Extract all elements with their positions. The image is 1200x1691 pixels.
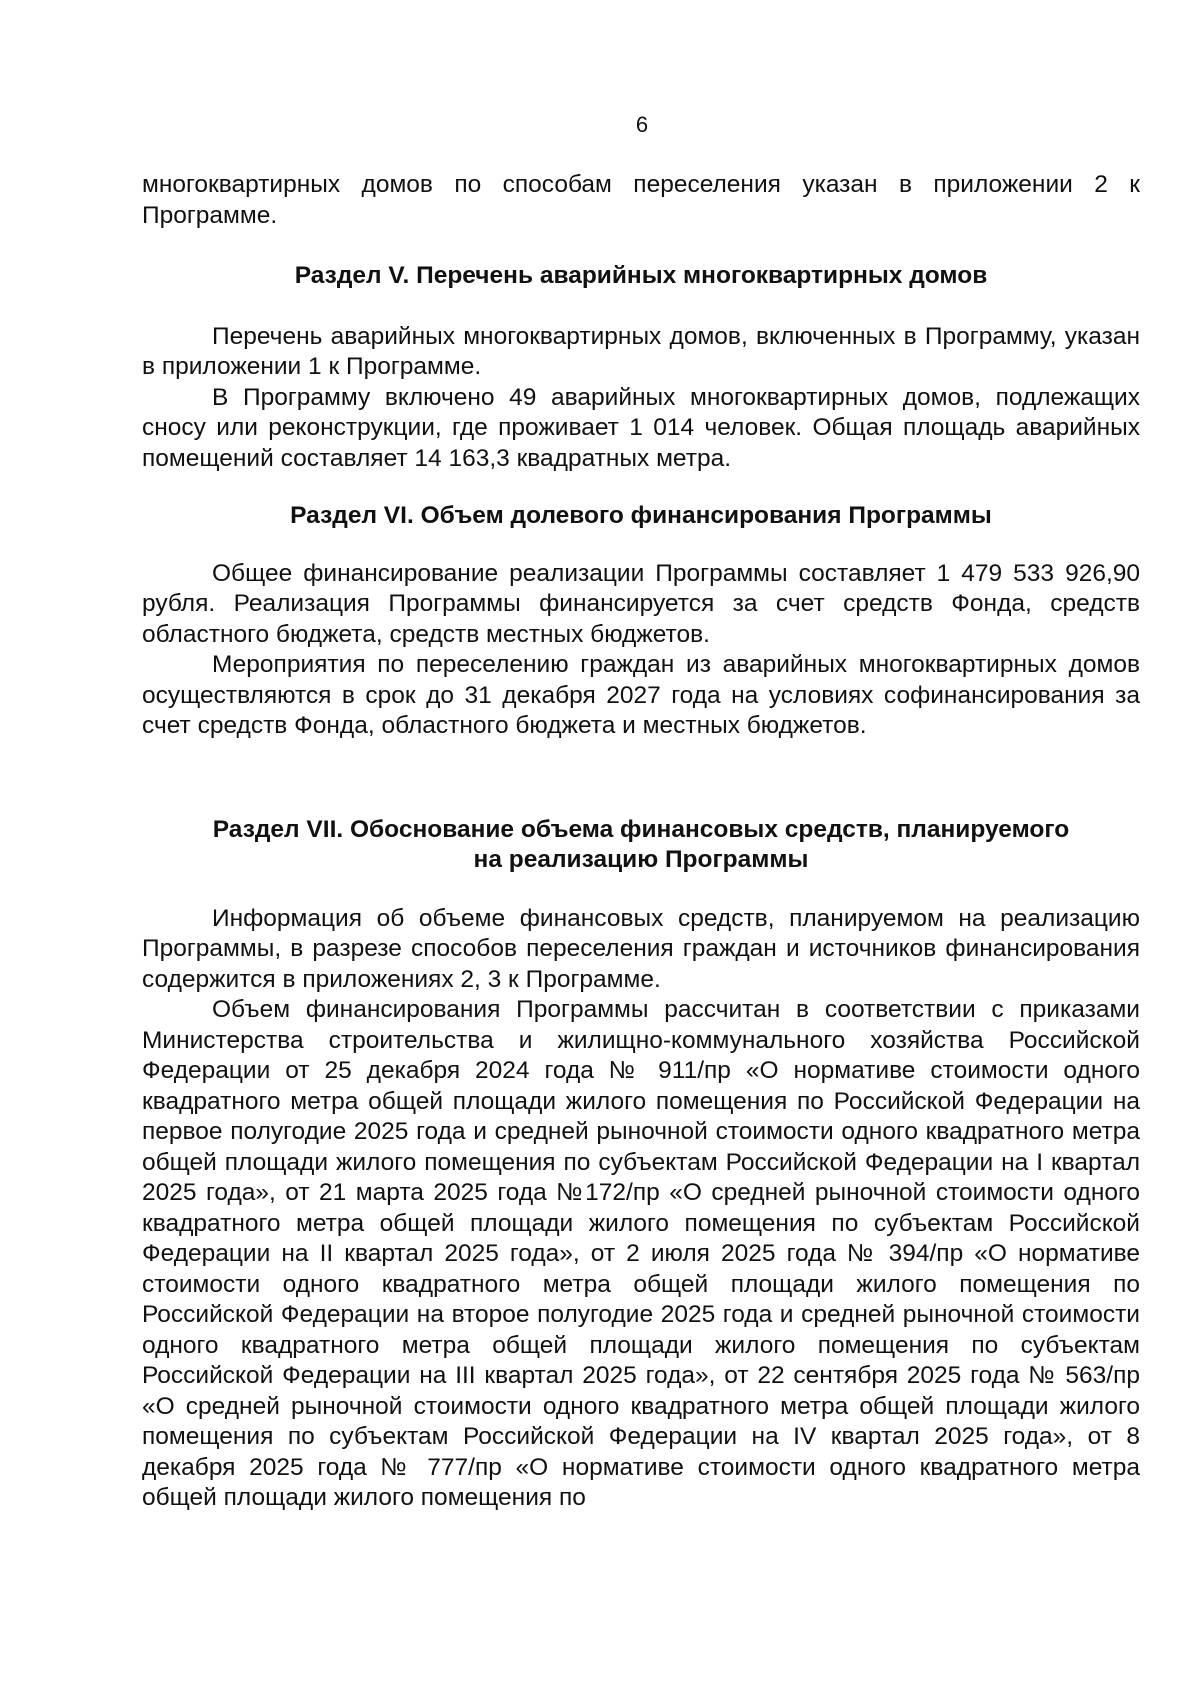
- section-6-heading: Раздел VI. Объем долевого финансирования Программы: [290, 502, 992, 529]
- section-6-paragraph-1: Общее финансирование реализации Программы составляет 1 479 533 926,90 рубля. Реализация Программы финансируется за счет средств Фонда, средств областного бюджета, средств местных бюджетов.: [142, 559, 1140, 648]
- section-5-heading: Раздел V. Перечень аварийных многоквартирных домов: [294, 262, 988, 289]
- section-7-heading-line-1: Раздел VII. Обоснование объема финансовых средств, планируемого: [212, 815, 1070, 843]
- section-7-paragraph-2: Объем финансирования Программы рассчитан в соответствии с приказами Министерства строительства и жилищно-коммунального хозяйства Российской Федерации от 25 декабря 2024 года № 911/пр «О нормативе стоимости одного квадратного метра общей площади жилого помещения по Российской Федерации на первое полугодие 2025 года и средней рыночной стоимости одного квадратного метра общей площади жилого помещения по субъектам Российской Федерации на I квартал 2025 года», от 21 марта 2025 года №172/пр «О средней рыночной стоимости одного квадратного метра общей площади жилого помещения по субъектам Российской Федерации на II квартал 2025 года», от 2 июля 2025 года № 394/пр «О нормативе стоимости одного квадратного метра общей площади жилого помещения по Российской Федерации на второе полугодие 2025 года и средней рыночной стоимости одного квадратного метра общей площади жилого помещения по субъектам Российской Федерации на III квартал 2025 года», от 22 сентября 2025 года № 563/пр «О средней рыночной стоимости одного квадратного метра общей площади жилого помещения по субъектам Российской Федерации на IV квартал 2025 года», от 8 декабря 2025 года № 777/пр «О нормативе стоимости одного квадратного метра общей площади жилого помещения по: [142, 996, 1140, 1511]
- section-5-paragraph-1: Перечень аварийных многоквартирных домов, включенных в Программу, указан в приложении 1 к Программе.: [142, 322, 1140, 380]
- section-5-paragraph-2: В Программу включено 49 аварийных многоквартирных домов, подлежащих сносу или реконструкции, где проживает 1 014 человек. Общая площадь аварийных помещений составляет 14 163,3 квадратных метра.: [142, 383, 1140, 472]
- section-7-heading: [142, 815, 1140, 876]
- document-body: [142, 170, 1140, 1514]
- section-7-paragraph-1: Информация об объеме финансовых средств, планируемом на реализацию Программы, в разрезе способов переселения граждан и источников финансирования содержится в приложениях 2, 3 к Программе.: [142, 904, 1140, 993]
- page-number: 6: [635, 112, 649, 137]
- section-7-heading-line-2: на реализацию Программы: [473, 846, 809, 873]
- section-6-paragraph-2: Мероприятия по переселению граждан из аварийных многоквартирных домов осуществляются в срок до 31 декабря 2027 года на условиях софинансирования за счет средств Фонда, областного бюджета и местных бюджетов.: [142, 651, 1140, 739]
- intro-paragraph: многоквартирных домов по способам переселения указан в приложении 2 к Программе.: [142, 171, 1140, 229]
